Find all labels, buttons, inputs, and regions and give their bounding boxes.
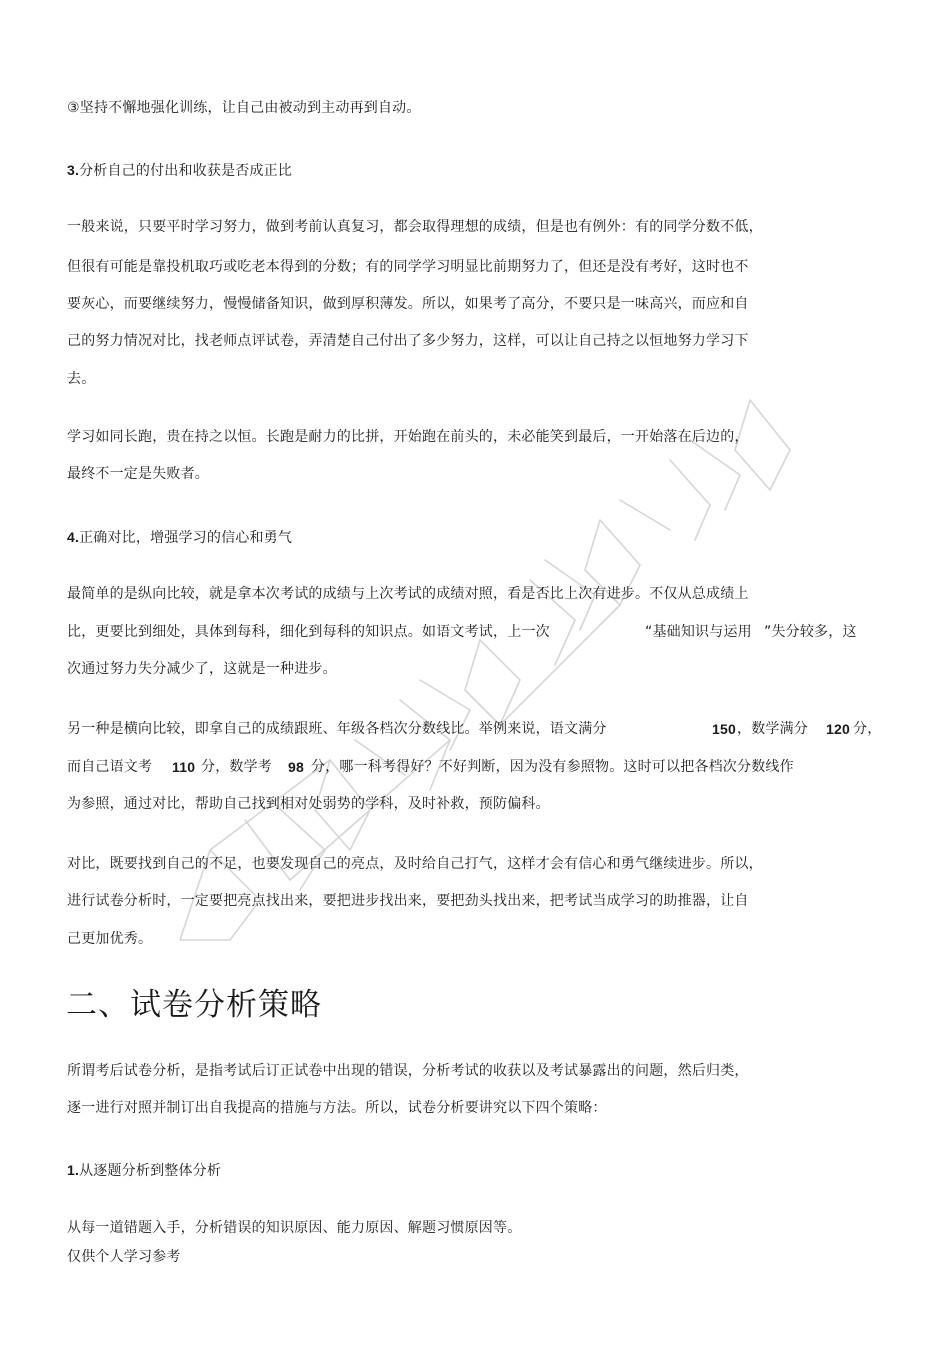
score-value: 120: [826, 721, 850, 737]
footer-note: 仅供个人学习参考: [67, 1249, 181, 1265]
paragraph-line: 要灰心，而要继续努力，慢慢储备知识，做到厚积薄发。所以，如果考了高分，不要只是一味高兴，而应和自: [67, 296, 749, 312]
text-run: 分，数学考: [201, 759, 272, 775]
paragraph-line: 所谓考后试卷分析，是指考试后订正试卷中出现的错误，分析考试的收获以及考试暴露出的问题，然后归类，: [67, 1063, 749, 1079]
paragraph-line: 逐一进行对照并制订出自我提高的措施与方法。所以，试卷分析要讲究以下四个策略：: [67, 1100, 607, 1116]
text-run: 而自己语文考: [67, 759, 153, 775]
section-number: 1.: [67, 1162, 80, 1178]
section-heading-1: [67, 1161, 221, 1180]
paragraph-line: 去。: [67, 371, 96, 387]
paragraph-line: 但很有可能是靠投机取巧或吃老本得到的分数；有的同学学习明显比前期努力了，但还是没有考好，这时也不: [67, 259, 749, 275]
paragraph-line: 最简单的是纵向比较，就是拿本次考试的成绩与上次考试的成绩对照，看是否比上次有进步。不仅从总成绩上: [67, 586, 749, 602]
text-run: 另一种是横向比较，即拿自己的成绩跟班、年级各档次分数线比。举例来说，语文满分: [67, 721, 607, 737]
score-value: 150: [712, 721, 736, 737]
paragraph-line: [67, 758, 887, 776]
section-heading-3: [67, 161, 292, 180]
section-title: 分析自己的付出和收获是否成正比: [79, 163, 293, 179]
text-run: 比，更要比到细处，具体到每科，细化到每科的知识点。如语文考试，上一次: [67, 624, 550, 640]
score-value: 98: [288, 759, 304, 775]
score-value: 110: [172, 759, 196, 775]
section-title: 从逐题分析到整体分析: [79, 1163, 222, 1179]
paragraph-line: 学习如同长跑，贵在持之以恒。长跑是耐力的比拼，开始跑在前头的，未必能笑到最后，一开始落在后边的，: [67, 429, 749, 445]
text-run: ，数学满分: [737, 721, 808, 737]
quoted-term: “基础知识与运用: [645, 624, 752, 640]
paragraph-line: 己的努力情况对比，找老师点评试卷，弄清楚自己付出了多少努力，这样，可以让自己持之以恒地努力学习下: [67, 333, 749, 349]
section-number: 4.: [67, 529, 80, 545]
text-run: ”失分较多，这: [764, 624, 857, 640]
paragraph-line: [67, 720, 887, 738]
paragraph-line: [67, 623, 887, 641]
paragraph-line: 己更加优秀。: [67, 931, 153, 947]
paragraph-line: ③坚持不懈地强化训练，让自己由被动到主动再到自动。: [67, 100, 421, 116]
paragraph-line: 进行试卷分析时，一定要把亮点找出来，要把进步找出来，要把劲头找出来，把考试当成学习的助推器，让自: [67, 893, 749, 909]
section-number: 3.: [67, 162, 80, 178]
paragraph-line: 一般来说，只要平时学习努力，做到考前认真复习，都会取得理想的成绩，但是也有例外：有的同学分数不低，: [67, 219, 763, 235]
paragraph-line: 为参照，通过对比，帮助自己找到相对处弱势的学科，及时补救，预防偏科。: [67, 796, 550, 812]
section-heading-4: [67, 528, 292, 547]
section-heading-main: 二、试卷分析策略: [66, 987, 322, 1023]
section-title: 正确对比，增强学习的信心和勇气: [79, 530, 293, 546]
text-run: 分，哪一科考得好？不好判断，因为没有参照物。这时可以把各档次分数线作: [311, 759, 794, 775]
paragraph-line: 对比，既要找到自己的不足，也要发现自己的亮点，及时给自己打气，这样才会有信心和勇气继续进步。所以，: [67, 856, 763, 872]
paragraph-line: 从每一道错题入手，分析错误的知识原因、能力原因、解题习惯原因等。: [67, 1220, 522, 1236]
text-run: 分，: [853, 721, 882, 737]
paragraph-line: 最终不一定是失败者。: [67, 466, 209, 482]
paragraph-line: 次通过努力失分减少了，这就是一种进步。: [67, 661, 337, 677]
